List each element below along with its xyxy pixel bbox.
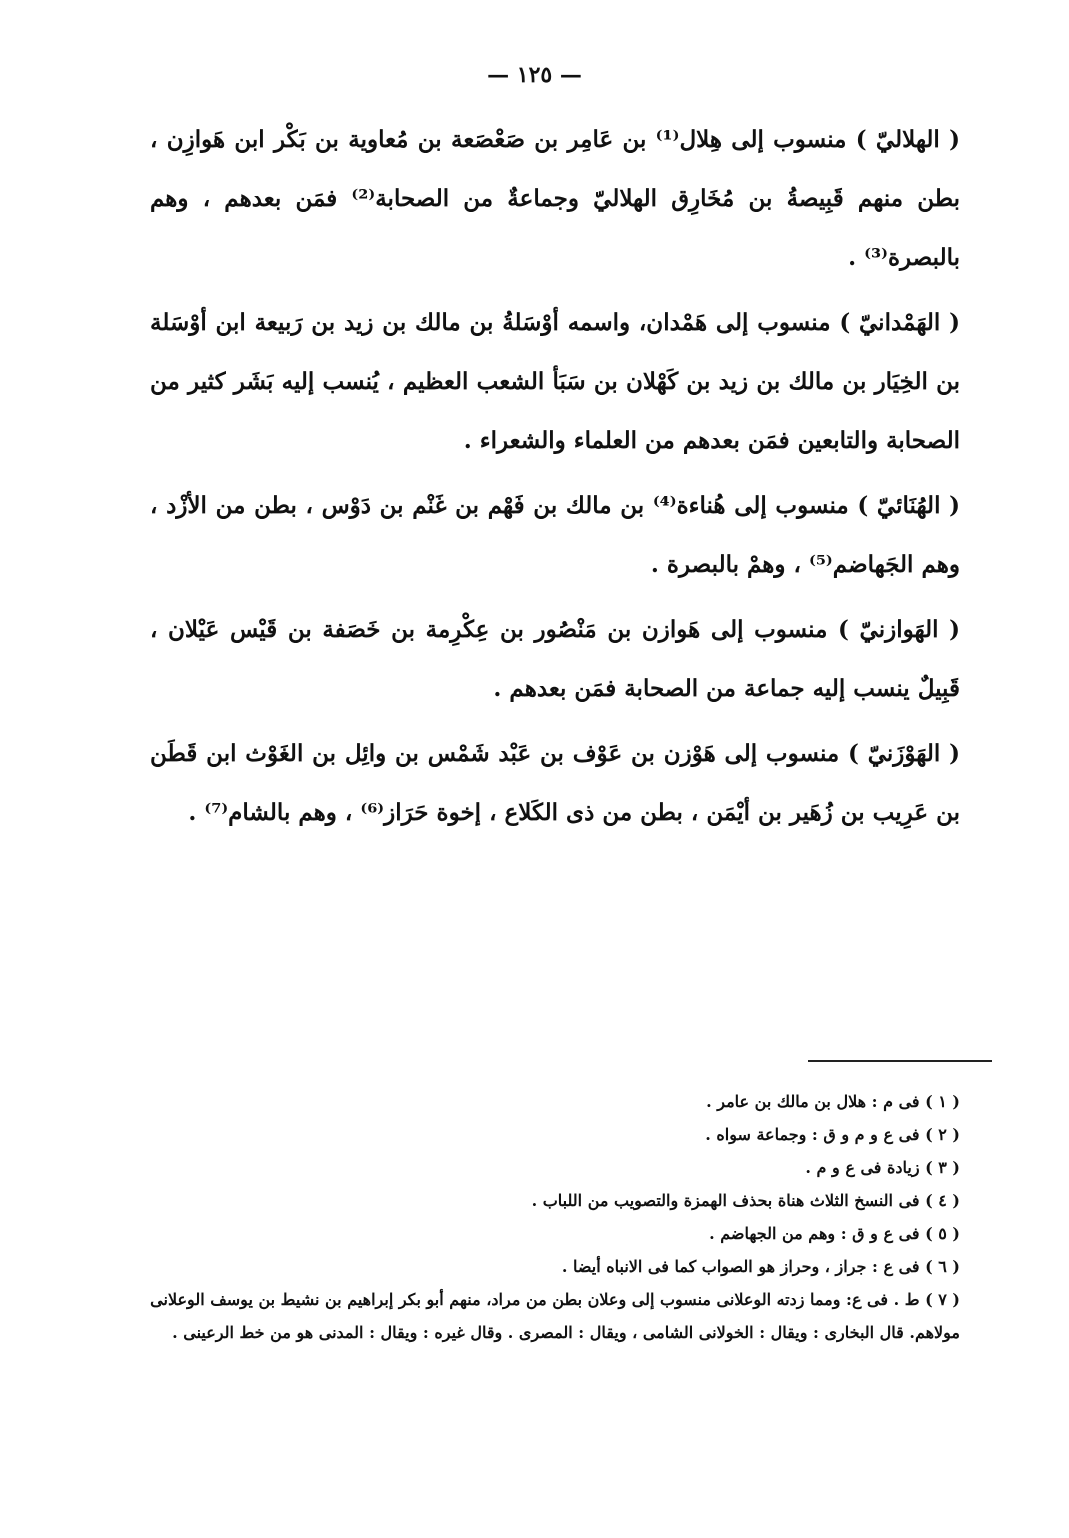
entry-hunai: ( الهُنَائيّ ) منسوب إلى هُناءة⁽⁴⁾ بن مالك بن فَهْم بن غَنْم بن دَوْس ، بطن من الأزْد ، وهم الجَهاضم⁽⁵⁾ ، وهمْ بالبصرة . <box>150 492 960 578</box>
entry-hawazini: ( الهَوازنيّ ) منسوب إلى هَوازن بن مَنْصُور بن عِكْرِمة بن خَصَفة بن قَيْس عَيْلان ، قَبِيلٌ ينسب إليه جماعة من الصحابة فمَن بعدهم . <box>150 616 960 702</box>
footnote-1: ( ١ ) فى م : هلال بن مالك بن عامر . <box>706 1092 960 1111</box>
page-number: — ١٢٥ — <box>487 62 582 88</box>
footnote-2: ( ٢ ) فى ع و م و ق : وجماعة سواه . <box>705 1125 960 1144</box>
footnote-4: ( ٤ ) فى النسخ الثلاث هناة بحذف الهمزة والتصويب من اللباب . <box>531 1191 960 1210</box>
footnote-3: ( ٣ ) زيادة فى ع و م . <box>805 1158 960 1177</box>
footnote-divider <box>808 1060 992 1062</box>
footnote-6: ( ٦ ) فى ع : جراز ، وحراز هو الصواب كما فى الانباه أيضا . <box>561 1257 960 1276</box>
entry-hawzani: ( الهَوْزَنيّ ) منسوب إلى هَوْزن بن عَوْف بن عَبْد شَمْس بن وائِل بن الغَوْث ابن قَطَن بن عَرِيب بن زُهَير بن أيْمَن ، بطن من ذى الكَلاع ، إخوة حَرَاز⁽⁶⁾ ، وهم بالشام⁽⁷⁾ . <box>150 740 960 826</box>
footnotes <box>150 1085 960 1349</box>
entry-hamdani: ( الهَمْدانيّ ) منسوب إلى هَمْدان، واسمه أوْسَلةُ بن مالك بن زيد بن رَبيعة ابن أوْسَلة بن الخِيَار بن مالك بن زيد بن كَهْلان بن سَبَأ الشعب العظيم ، يُنسب إليه بَشَر كثير من الصحابة والتابعين فمَن بعدهم من العلماء والشعراء . <box>150 309 960 454</box>
entry-hilali: ( الهلاليّ ) منسوب إلى هِلال⁽¹⁾ بن عَامِر بن صَعْصَعة بن مُعاوية بن بَكْر ابن هَوازِن ، بطن منهم قَبِيصةُ بن مُخَارِق الهلاليّ وجماعةٌ من الصحابة⁽²⁾ فمَن بعدهم ، وهم بالبصرة⁽³⁾ . <box>150 126 960 271</box>
footnote-5: ( ٥ ) فى ع و ق : وهم من الجهاضم . <box>709 1224 960 1243</box>
footnote-7: ( ٧ ) ط . فى ع: ومما زدته الوعلانى منسوب إلى وعلان بطن من مراد، منهم أبو بكر إبراهيم بن نشيط بن يوسف الوعلانى مولاهم. قال البخارى : ويقال : الخولانى الشامى ، ويقال : المصرى . وقال غيره : ويقال : المدنى هو من خط الرعينى . <box>150 1290 960 1342</box>
main-text <box>150 110 960 848</box>
